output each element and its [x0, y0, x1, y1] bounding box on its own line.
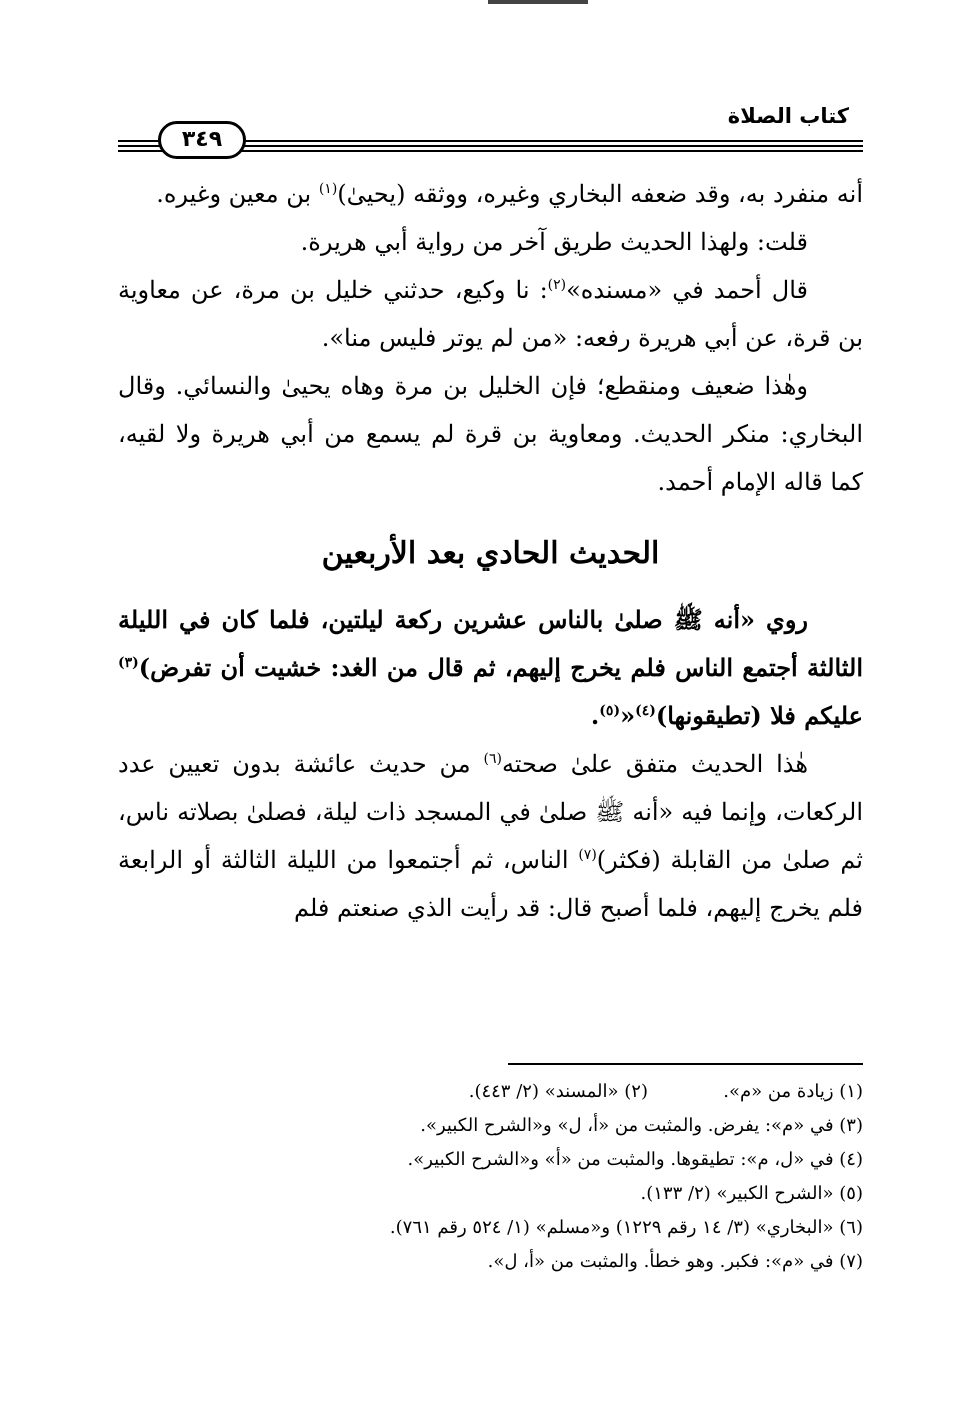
footnote-ref: (٤) — [635, 703, 656, 719]
paragraph — [118, 170, 863, 218]
paragraph: قلت: ولهذا الحديث طريق آخر من رواية أبي هريرة. — [300, 228, 808, 256]
text-run: الناس، ثم أجتمعوا من الليلة الثالثة أو الرابعة فلم يخرج إليهم، فلما أصبح قال: قد رأيت الذي صنعتم فلم — [118, 846, 863, 922]
footnotes — [118, 1075, 863, 1279]
footnote: (٤) في «ل، م»: تطيقوها. والمثبت من «أ» و«الشرح الكبير». — [407, 1149, 863, 1170]
text-run: أنه منفرد به، وقد ضعفه البخاري وغيره، ووثقه (يحيىٰ) — [337, 180, 863, 208]
text-run: : نا وكيع، حدثني خليل بن مرة، عن معاوية بن قرة، عن أبي هريرة رفعه: «من لم يوتر فليس منا». — [118, 276, 863, 352]
text-run: من حديث عائشة بدون تعيين عدد الركعات، وإنما فيه «أنه ﷺ صلىٰ في المسجد ذات ليلة، فصلىٰ بصلاته ناس، ثم صلىٰ من القابلة (فكثر) — [118, 750, 863, 874]
footnote-ref: (٣) — [118, 655, 139, 671]
footnote-ref: (٥) — [599, 703, 621, 719]
paragraph — [118, 740, 863, 932]
running-title: كتاب الصلاة — [727, 104, 849, 128]
footnote-ref: (١) — [318, 181, 338, 197]
page-header — [118, 96, 863, 160]
top-mark — [488, 0, 588, 4]
footnote: (١) زيادة من «م». — [723, 1081, 863, 1102]
hadith-text — [118, 596, 863, 740]
page-number: ٣٤٩ — [158, 121, 246, 159]
paragraph — [118, 266, 863, 362]
footnote-ref: (٦) — [483, 751, 502, 767]
text-run: . — [590, 701, 600, 730]
footnote: (٢) «المسند» (٢/ ٤٤٣). — [468, 1081, 648, 1102]
text-run: روي «أنه ﷺ صلىٰ بالناس عشرين ركعة ليلتين، فلما كان في الليلة الثالثة أجتمع الناس فلم يخرج إليهم، ثم قال من الغد: خشيت أن تفرض) — [118, 605, 863, 682]
text-run: بن معين وغيره. — [156, 180, 312, 208]
footnote: (٦) «البخاري» (٣/ ١٤ رقم ١٢٢٩) و«مسلم» (١/ ٥٢٤ رقم ٧٦١). — [389, 1217, 863, 1238]
footnote-row — [118, 1075, 863, 1109]
footnote: (٧) في «م»: فكبر. وهو خطأ. والمثبت من «أ، ل». — [487, 1251, 863, 1272]
paragraph: وهٰذا ضعيف ومنقطع؛ فإن الخليل بن مرة وهاه يحيىٰ والنسائي. وقال البخاري: منكر الحديث. ومعاوية بن قرة لم يسمع من أبي هريرة ولا لقيه، كما قاله الإمام أحمد. — [118, 372, 863, 496]
main-text — [118, 170, 863, 932]
text-run: هٰذا الحديث متفق علىٰ صحته — [501, 750, 808, 778]
text-run: عليكم فلا (تطيقونها) — [655, 701, 863, 730]
footnote-separator — [508, 1063, 863, 1065]
text-run: قال أحمد في «مسنده» — [566, 276, 808, 304]
footnote: (٣) في «م»: يفرض. والمثبت من «أ، ل» و«الشرح الكبير». — [420, 1115, 863, 1136]
footnote-ref: (٢) — [547, 277, 567, 293]
footnote: (٥) «الشرح الكبير» (٢/ ١٣٣). — [640, 1183, 863, 1204]
text-run: « — [620, 701, 636, 730]
footnote-ref: (٧) — [578, 847, 597, 863]
section-heading: الحديث الحادي بعد الأربعين — [321, 536, 660, 571]
